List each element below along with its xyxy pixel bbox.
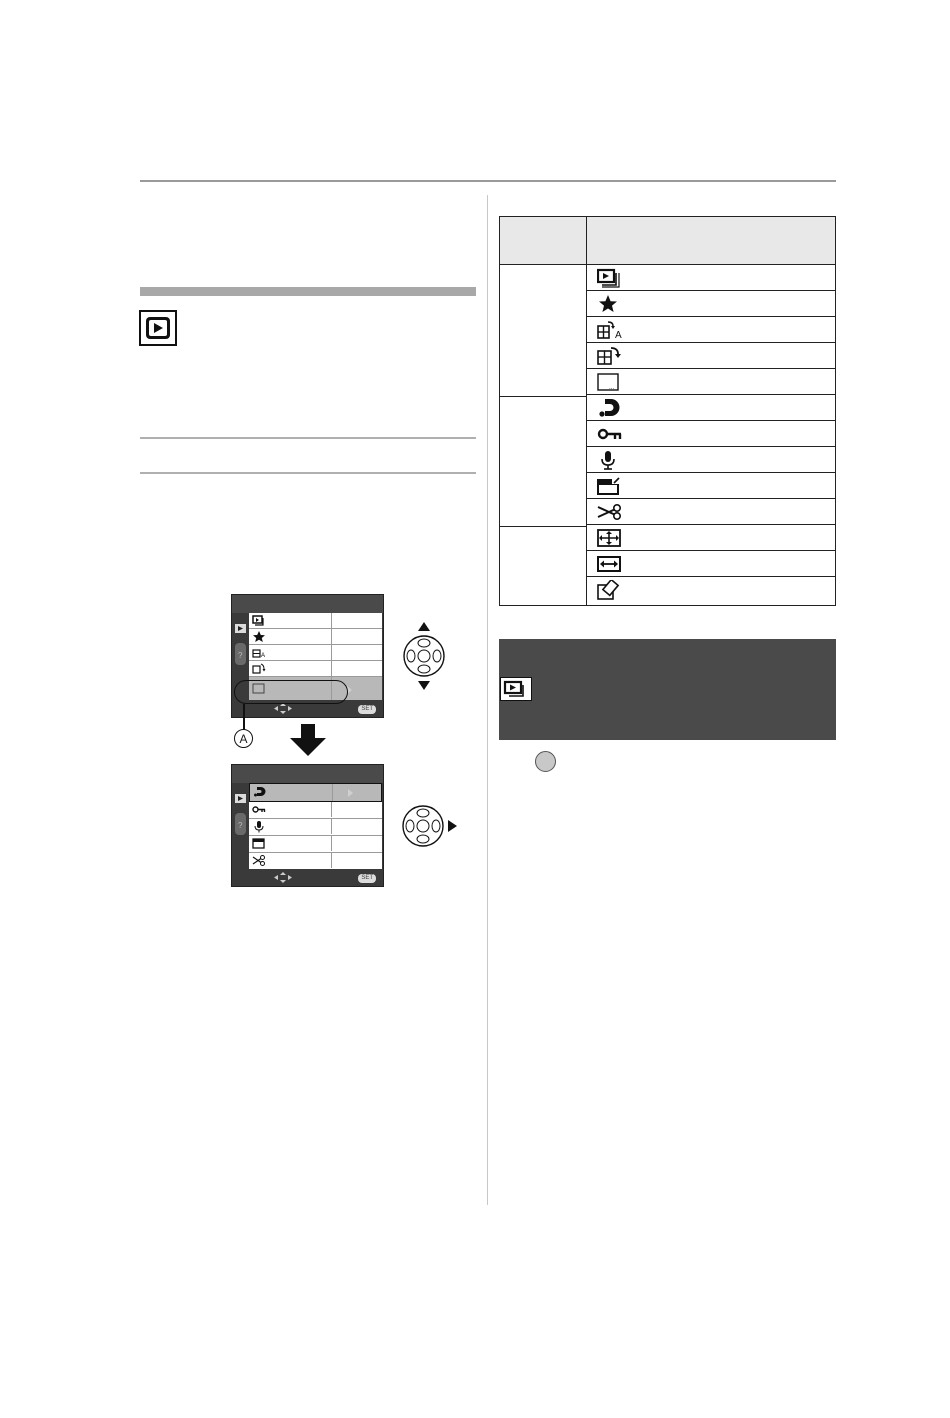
rotate-icon <box>252 662 266 675</box>
table-row-slide-show <box>587 265 836 291</box>
menu-item-rotate[interactable] <box>249 661 382 677</box>
aspect-conversion-icon <box>597 554 623 574</box>
table-row-rotate <box>587 343 836 369</box>
auto-rotate-icon <box>252 646 266 659</box>
menu-item-print-dpof[interactable] <box>249 783 382 802</box>
audio-dub-mic-icon <box>252 820 266 833</box>
menu-item-audio-dub[interactable] <box>249 819 382 836</box>
table-row-resize <box>587 473 836 499</box>
resize-icon <box>597 476 623 496</box>
menu-item-favorite[interactable] <box>249 629 382 645</box>
screen-title-bar <box>232 595 383 613</box>
table-row-aspect-conversion <box>587 551 836 577</box>
step-divider-2 <box>140 472 476 474</box>
table-row-leveling <box>587 525 836 551</box>
leveling-icon <box>597 528 623 548</box>
table-row-print-dpof <box>587 395 836 421</box>
menu-item-auto-rotate[interactable] <box>249 645 382 661</box>
table-row-auto-rotate <box>587 317 836 343</box>
svg-text:A: A <box>615 330 622 340</box>
slide-show-panel-icon <box>500 677 532 701</box>
slide-show-info-panel <box>499 639 836 740</box>
rotate-icon <box>597 346 623 366</box>
step-divider-1 <box>140 437 476 439</box>
favorite-star-icon <box>252 630 266 643</box>
playback-menu-table <box>499 216 836 606</box>
menu-screen-recording-menu-page1 <box>231 594 384 718</box>
print-dpof-icon <box>597 398 623 418</box>
protect-key-icon <box>597 424 623 444</box>
table-row-format <box>587 577 836 605</box>
set-label: SET <box>358 874 376 883</box>
group-separator <box>500 396 587 397</box>
table-row-favorite <box>587 291 836 317</box>
trimming-scissors-icon <box>252 854 266 867</box>
group-separator <box>500 526 587 527</box>
svg-text:?: ? <box>238 651 243 660</box>
side-tabs <box>233 789 248 867</box>
slide-show-icon <box>252 614 266 627</box>
menu-item-trimming[interactable] <box>249 853 382 870</box>
resize-icon <box>252 837 266 850</box>
trimming-scissors-icon <box>597 502 623 522</box>
playback-mode-icon <box>139 310 177 346</box>
table-row-calendar <box>587 369 836 395</box>
svg-text:...: ... <box>609 385 615 391</box>
svg-text:?: ? <box>238 821 243 830</box>
set-label: SET <box>358 705 376 714</box>
slide-show-icon <box>597 268 623 288</box>
svg-text:A: A <box>261 653 266 659</box>
calendar-icon <box>597 372 623 392</box>
menu-item-slide-show[interactable] <box>249 613 382 629</box>
auto-rotate-icon <box>597 320 623 340</box>
print-dpof-icon <box>253 785 267 798</box>
protect-key-icon <box>252 803 266 816</box>
table-row-trimming <box>587 499 836 525</box>
screen-bottom-bar <box>232 869 383 886</box>
callout-marker-a <box>234 729 253 748</box>
table-header <box>500 217 835 265</box>
screen-title-bar <box>232 765 383 783</box>
menu-item-resize[interactable] <box>249 836 382 853</box>
audio-dub-mic-icon <box>597 450 623 470</box>
menu-list <box>249 783 382 870</box>
callout-leader-line <box>243 704 245 730</box>
column-divider <box>487 195 488 1205</box>
section-heading-bar <box>140 287 476 296</box>
menu-item-protect[interactable] <box>249 802 382 819</box>
page-top-rule <box>140 180 836 182</box>
favorite-star-icon <box>597 294 623 314</box>
cursor-button-up-down[interactable] <box>401 621 447 691</box>
format-icon <box>597 580 623 600</box>
callout-letter: A <box>239 731 248 746</box>
table-row-protect <box>587 421 836 447</box>
next-step-arrow <box>290 724 326 756</box>
menu-set-button-icon <box>535 751 556 772</box>
cursor-button-right[interactable] <box>402 805 460 847</box>
selection-callout-ring <box>234 680 348 704</box>
menu-screen-recording-menu-page2 <box>231 764 384 887</box>
table-row-audio-dub <box>587 447 836 473</box>
